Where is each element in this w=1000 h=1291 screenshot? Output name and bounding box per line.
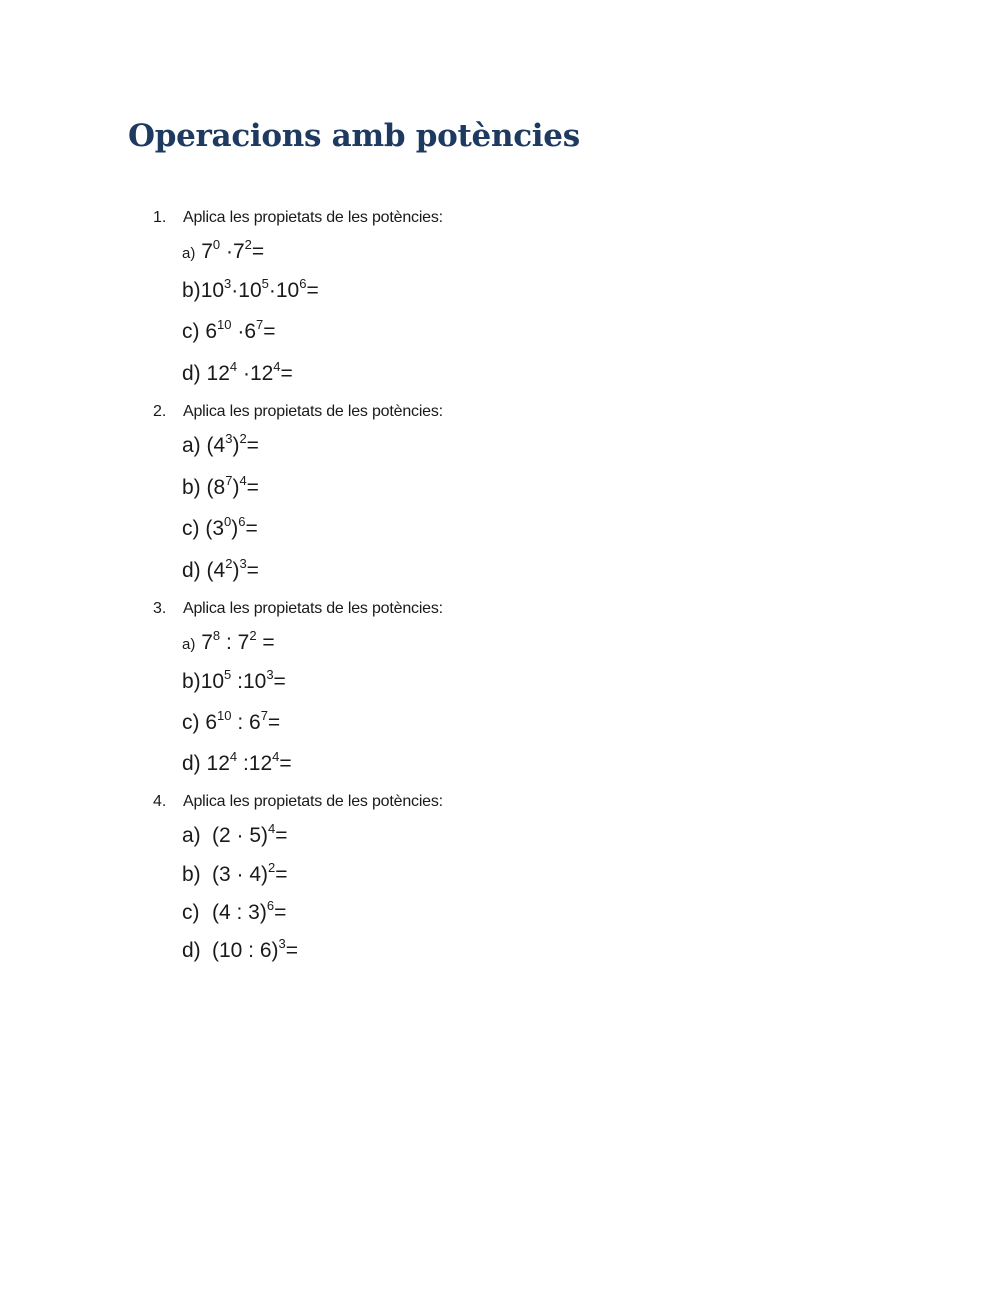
equals-sign: = — [263, 320, 276, 343]
exercise-2b — [182, 475, 259, 501]
exercise-2a — [182, 433, 259, 459]
outer-exponent: 2 — [239, 431, 247, 446]
exponent: 6 — [299, 276, 307, 291]
inner-exponent: 0 — [224, 514, 232, 529]
exponent: 3 — [278, 936, 286, 951]
equals-sign: = — [246, 476, 259, 499]
base: 6 — [205, 711, 218, 734]
outer-exponent: 3 — [239, 556, 247, 571]
item-label: a) — [182, 636, 196, 653]
equals-sign: = — [267, 711, 281, 734]
item-label: a) — [182, 824, 201, 847]
exercise-1c — [182, 319, 276, 345]
page-title: Operacions amb potències — [128, 118, 580, 154]
base: 4 — [213, 559, 226, 582]
question-number: 4. — [153, 793, 167, 810]
item-label: b) — [182, 279, 201, 302]
operator: : — [237, 752, 249, 775]
equals-sign: = — [274, 901, 287, 924]
base: 10 — [242, 670, 267, 693]
close-paren: ) — [232, 434, 240, 457]
base: 10 — [200, 279, 225, 302]
exponent: 10 — [217, 708, 232, 723]
equals-sign: = — [246, 434, 259, 457]
exponent: 7 — [260, 708, 268, 723]
exponent: 8 — [212, 628, 221, 643]
item-label: c) — [182, 320, 206, 343]
question-prompt: Aplica les propietats de les potències: — [183, 209, 443, 226]
exponent: 0 — [212, 237, 221, 252]
question-number: 3. — [153, 600, 167, 617]
item-label: d) — [182, 939, 201, 962]
open-paren: ( — [206, 476, 214, 499]
exponent: 3 — [266, 667, 274, 682]
exponent: 4 — [229, 749, 238, 764]
base: 6 — [249, 711, 261, 734]
expression: (2 · 5) — [212, 824, 269, 847]
base: 12 — [206, 362, 230, 385]
base: 7 — [232, 240, 245, 263]
exponent: 4 — [229, 359, 238, 374]
open-paren: ( — [206, 559, 214, 582]
item-label: b) — [182, 863, 201, 886]
exponent: 5 — [261, 276, 269, 291]
exponent: 6 — [266, 898, 275, 913]
inner-exponent: 2 — [225, 556, 233, 571]
equals-sign: = — [285, 939, 299, 962]
base: 10 — [200, 670, 225, 693]
item-label: c) — [182, 711, 206, 734]
equals-sign: = — [245, 517, 258, 540]
close-paren: ) — [232, 476, 240, 499]
exercise-2d — [182, 558, 259, 584]
operator: · — [237, 362, 250, 385]
close-paren: ) — [231, 517, 239, 540]
operator: : — [231, 670, 243, 693]
equals-sign: = — [275, 824, 288, 847]
exercise-1b — [182, 278, 319, 304]
exponent: 10 — [217, 317, 232, 332]
base: 10 — [275, 279, 300, 302]
equals-sign: = — [306, 279, 319, 302]
question-number: 2. — [153, 403, 167, 420]
operator: · — [220, 240, 233, 263]
question-prompt: Aplica les propietats de les potències: — [183, 600, 443, 617]
item-label: c) — [182, 901, 200, 924]
base: 6 — [244, 320, 256, 343]
exponent: 2 — [244, 237, 252, 252]
exponent: 4 — [273, 359, 281, 374]
inner-exponent: 7 — [225, 473, 233, 488]
exponent: 3 — [224, 276, 232, 291]
base: 7 — [237, 631, 250, 654]
equals-sign: = — [256, 631, 275, 654]
operator: · — [231, 320, 245, 343]
exercise-1d — [182, 361, 293, 387]
item-label: d) — [182, 362, 207, 385]
base: 7 — [201, 631, 213, 654]
question-number: 1. — [153, 209, 167, 226]
exercise-4c — [182, 900, 286, 926]
equals-sign: = — [246, 559, 259, 582]
exercise-4b — [182, 862, 288, 888]
exercise-3a — [182, 630, 275, 658]
question-prompt: Aplica les propietats de les potències: — [183, 403, 443, 420]
inner-exponent: 3 — [225, 431, 233, 446]
expression: (10 : 6) — [212, 939, 279, 962]
open-paren: ( — [206, 434, 214, 457]
exercise-2c — [182, 516, 258, 542]
item-label: a) — [182, 434, 207, 457]
exponent: 5 — [224, 667, 232, 682]
base: 10 — [238, 279, 262, 302]
item-label: b) — [182, 670, 201, 693]
exercise-4d — [182, 938, 298, 964]
item-label: a) — [182, 245, 196, 262]
operator: · — [231, 279, 239, 302]
exponent: 2 — [268, 860, 276, 875]
exercise-3d — [182, 751, 292, 777]
exponent: 7 — [256, 317, 264, 332]
equals-sign: = — [251, 240, 265, 263]
expression: (3 · 4) — [212, 863, 269, 886]
equals-sign: = — [273, 670, 286, 693]
outer-exponent: 4 — [239, 473, 247, 488]
operator: : — [231, 711, 249, 734]
item-label: d) — [182, 752, 207, 775]
item-label: c) — [182, 517, 206, 540]
equals-sign: = — [280, 362, 293, 385]
equals-sign: = — [275, 863, 288, 886]
base: 12 — [248, 752, 273, 775]
base: 12 — [206, 752, 230, 775]
question-prompt: Aplica les propietats de les potències: — [183, 793, 443, 810]
base: 8 — [213, 476, 226, 499]
exercise-3c — [182, 710, 280, 736]
equals-sign: = — [279, 752, 292, 775]
operator: : — [220, 631, 238, 654]
exponent: 4 — [272, 749, 280, 764]
outer-exponent: 6 — [238, 514, 246, 529]
base: 3 — [212, 517, 225, 540]
base: 4 — [213, 434, 226, 457]
base: 7 — [201, 240, 213, 263]
operator: · — [268, 279, 276, 302]
base: 6 — [205, 320, 218, 343]
exponent: 2 — [249, 628, 257, 643]
exercise-3b — [182, 669, 286, 695]
exponent: 4 — [268, 821, 276, 836]
item-label: d) — [182, 559, 207, 582]
exercise-4a — [182, 823, 288, 849]
expression: (4 : 3) — [212, 901, 267, 924]
exercise-1a — [182, 239, 264, 267]
close-paren: ) — [232, 559, 240, 582]
open-paren: ( — [205, 517, 213, 540]
base: 12 — [249, 362, 274, 385]
item-label: b) — [182, 476, 207, 499]
